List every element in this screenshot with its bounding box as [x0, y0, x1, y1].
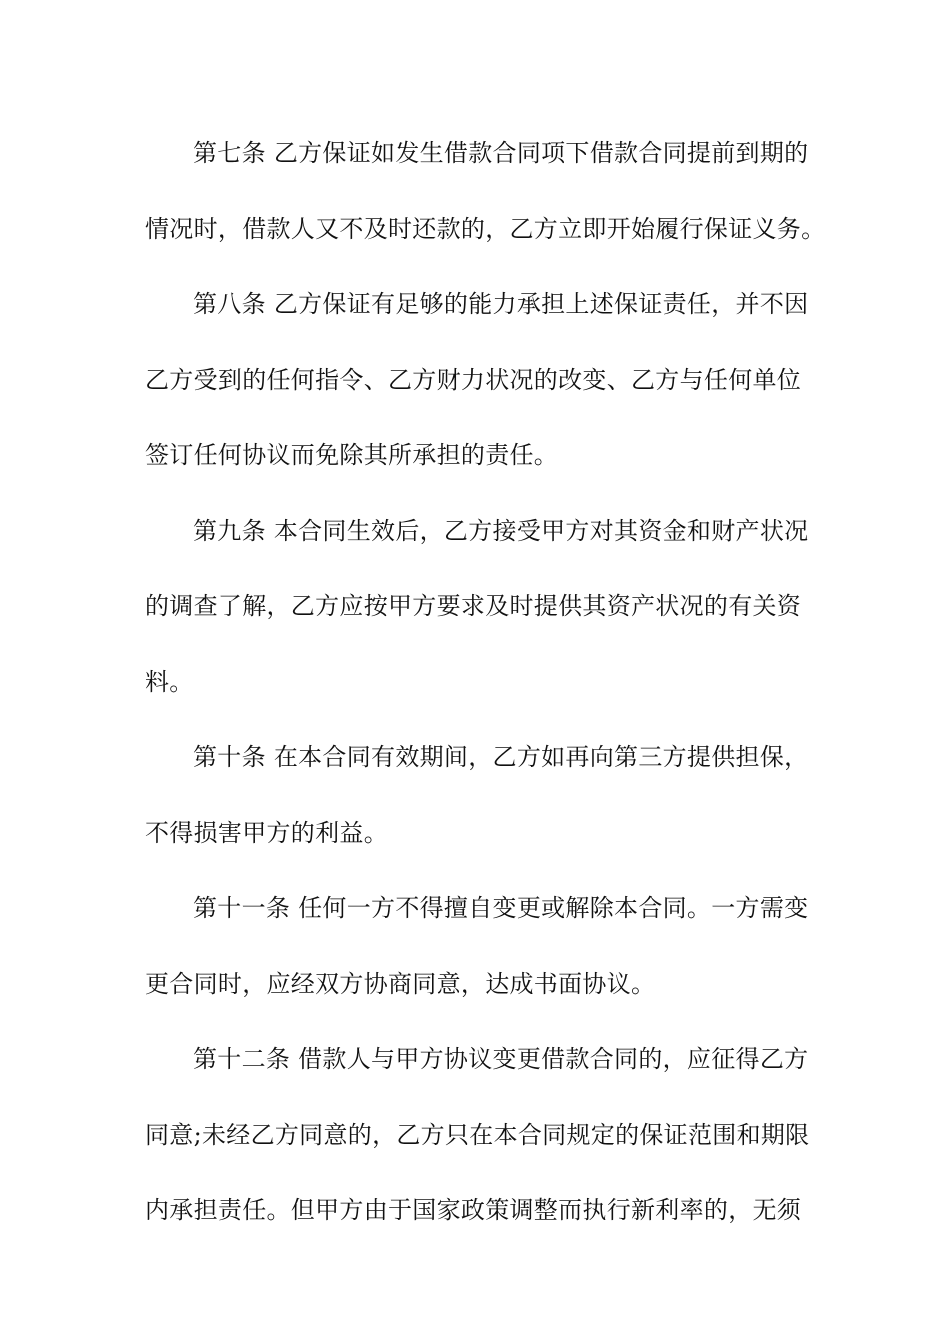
article-7-line-2: 情况时，借款人又不及时还款的，乙方立即开始履行保证义务。 [145, 214, 826, 243]
article-11-line-1: 第十一条 任何一方不得擅自变更或解除本合同。一方需变 [193, 894, 809, 922]
article-8-line-2: 乙方受到的任何指令、乙方财力状况的改变、乙方与任何单位 [145, 365, 802, 394]
article-8-line-3: 签订任何协议而免除其所承担的责任。 [145, 441, 559, 469]
article-9-line-2: 的调查了解，乙方应按甲方要求及时提供其资产状况的有关资 [145, 592, 802, 620]
article-10-line-1: 第十条 在本合同有效期间，乙方如再向第三方提供担保， [193, 743, 809, 771]
article-12-line-3: 内承担责任。但甲方由于国家政策调整而执行新利率的，无须 [145, 1196, 802, 1224]
article-12-line-2: 同意;未经乙方同意的，乙方只在本合同规定的保证范围和期限 [145, 1120, 810, 1149]
document-body [145, 127, 826, 1260]
article-9-line-3: 料。 [145, 667, 194, 696]
article-10-line-2: 不得损害甲方的利益。 [145, 818, 388, 847]
article-8-line-1: 第八条 乙方保证有足够的能力承担上述保证责任，并不因 [193, 290, 809, 318]
article-11-line-2: 更合同时，应经双方协商同意，达成书面协议。 [145, 969, 656, 998]
article-12-line-1: 第十二条 借款人与甲方协议变更借款合同的，应征得乙方 [193, 1045, 809, 1073]
article-9-line-1: 第九条 本合同生效后，乙方接受甲方对其资金和财产状况 [193, 516, 809, 545]
article-7-line-1: 第七条 乙方保证如发生借款合同项下借款合同提前到期的 [193, 139, 809, 167]
